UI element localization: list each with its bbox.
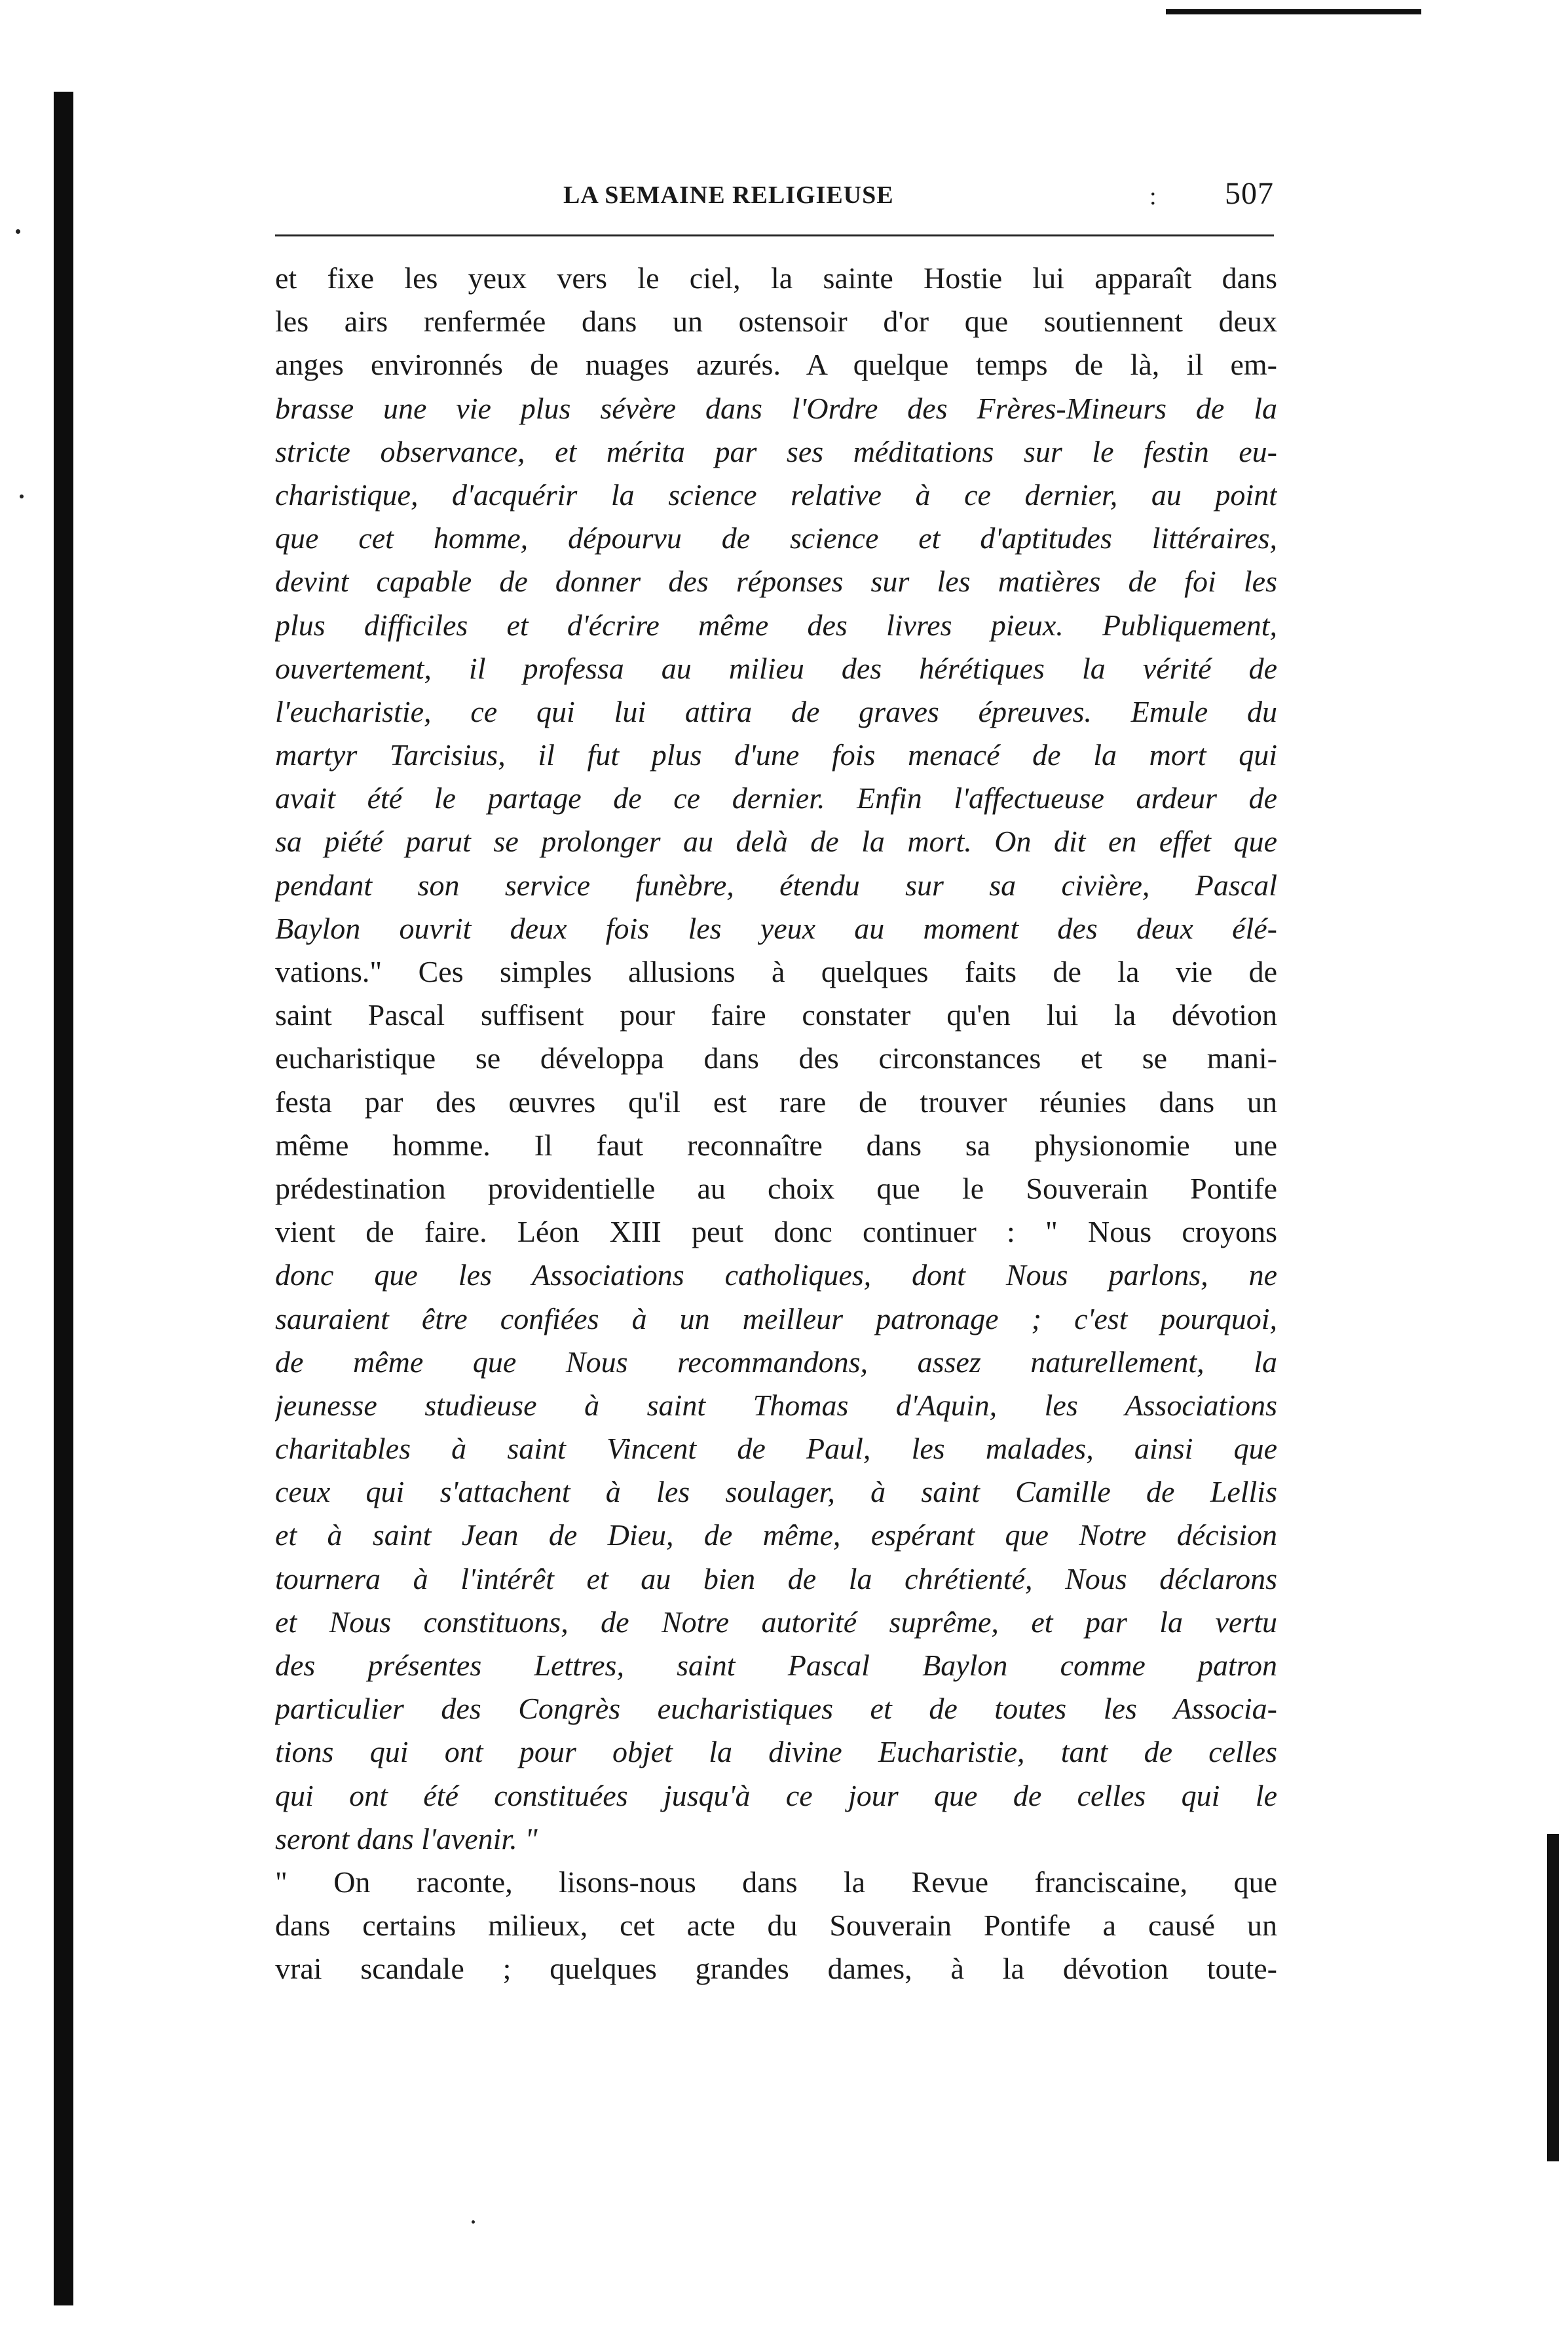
text-line: tournera à l'intérêt et au bien de la chrétienté, Nous déclarons bbox=[275, 1561, 1277, 1595]
text-line: que cet homme, dépourvu de science et d'aptitudes littéraires, bbox=[275, 521, 1277, 555]
text-line: brasse une vie plus sévère dans l'Ordre des Frères-Mineurs de la bbox=[275, 391, 1277, 425]
text-line: l'eucharistie, ce qui lui attira de graves épreuves. Emule du bbox=[275, 694, 1277, 728]
text-line: vrai scandale ; quelques grandes dames, à la dévotion toute- bbox=[275, 1952, 1277, 1986]
text-line: seront dans l'avenir. " bbox=[275, 1821, 538, 1855]
text-line: sa piété parut se prolonger au delà de la mort. On dit en effet que bbox=[275, 825, 1277, 859]
text-line: des présentes Lettres, saint Pascal Baylon comme patron bbox=[275, 1649, 1277, 1682]
text-line: festa par des œuvres qu'il est rare de trouver réunies dans un bbox=[275, 1085, 1277, 1119]
running-title: LA SEMAINE RELIGIEUSE bbox=[563, 181, 894, 209]
running-header bbox=[563, 176, 1274, 221]
text-line: devint capable de donner des réponses sur les matières de foi les bbox=[275, 565, 1277, 599]
text-line: tions qui ont pour objet la divine Eucharistie, tant de celles bbox=[275, 1735, 1277, 1769]
text-line: les airs renfermée dans un ostensoir d'or que soutiennent deux bbox=[275, 305, 1277, 339]
scan-speck bbox=[20, 494, 24, 498]
text-line: vations." Ces simples allusions à quelques faits de la vie de bbox=[275, 955, 1277, 988]
scan-edge-right bbox=[1547, 1834, 1559, 2161]
text-line: vient de faire. Léon XIII peut donc continuer : " Nous croyons bbox=[275, 1215, 1277, 1249]
text-line: ouvertement, il professa au milieu des hérétiques la vérité de bbox=[275, 651, 1277, 685]
text-line: Baylon ouvrit deux fois les yeux au moment des deux élé- bbox=[275, 911, 1277, 945]
text-line: et fixe les yeux vers le ciel, la sainte Hostie lui apparaît dans bbox=[275, 261, 1277, 295]
text-line: pendant son service funèbre, étendu sur sa civière, Pascal bbox=[275, 868, 1277, 902]
text-line: prédestination providentielle au choix que le Souverain Pontife bbox=[275, 1171, 1277, 1205]
scan-mark-top bbox=[1166, 9, 1421, 14]
text-line: saint Pascal suffisent pour faire constater qu'en lui la dévotion bbox=[275, 998, 1277, 1032]
text-line: anges environnés de nuages azurés. A quelque temps de là, il em- bbox=[275, 348, 1277, 382]
text-line: plus difficiles et d'écrire même des livres pieux. Publiquement, bbox=[275, 608, 1277, 642]
text-line: et à saint Jean de Dieu, de même, espérant que Notre décision bbox=[275, 1518, 1277, 1552]
scan-edge-left bbox=[54, 92, 73, 2305]
text-line: stricte observance, et mérita par ses méditations sur le festin eu- bbox=[275, 434, 1277, 468]
text-line: dans certains milieux, cet acte du Souverain Pontife a causé un bbox=[275, 1909, 1277, 1943]
scan-speck bbox=[16, 229, 20, 234]
text-line: de même que Nous recommandons, assez naturellement, la bbox=[275, 1345, 1277, 1379]
text-line: charistique, d'acquérir la science relative à ce dernier, au point bbox=[275, 477, 1277, 512]
text-line: même homme. Il faut reconnaître dans sa physionomie une bbox=[275, 1128, 1277, 1162]
text-line: ceux qui s'attachent à les soulager, à saint Camille de Lellis bbox=[275, 1475, 1277, 1509]
header-separator: : bbox=[1149, 183, 1157, 210]
text-line: particulier des Congrès eucharistiques et de toutes les Associa- bbox=[275, 1692, 1277, 1726]
text-line: " On raconte, lisons-nous dans la Revue franciscaine, que bbox=[275, 1865, 1277, 1899]
text-line: charitables à saint Vincent de Paul, les malades, ainsi que bbox=[275, 1432, 1277, 1466]
text-line: sauraient être confiées à un meilleur patronage ; c'est pourquoi, bbox=[275, 1301, 1277, 1335]
page-number: 507 bbox=[1225, 176, 1274, 211]
text-line: jeunesse studieuse à saint Thomas d'Aquin, les Associations bbox=[275, 1388, 1277, 1422]
text-line: donc que les Associations catholiques, dont Nous parlons, ne bbox=[275, 1258, 1277, 1292]
scan-speck bbox=[472, 2220, 475, 2224]
text-line: et Nous constituons, de Notre autorité suprême, et par la vertu bbox=[275, 1605, 1277, 1639]
body-text bbox=[275, 257, 1277, 1991]
text-line: avait été le partage de ce dernier. Enfin l'affectueuse ardeur de bbox=[275, 781, 1277, 815]
text-line: qui ont été constituées jusqu'à ce jour que de celles qui le bbox=[275, 1778, 1277, 1812]
text-line: martyr Tarcisius, il fut plus d'une fois menacé de la mort qui bbox=[275, 738, 1277, 772]
header-rule bbox=[275, 234, 1274, 236]
text-line: eucharistique se développa dans des circonstances et se mani- bbox=[275, 1041, 1277, 1075]
